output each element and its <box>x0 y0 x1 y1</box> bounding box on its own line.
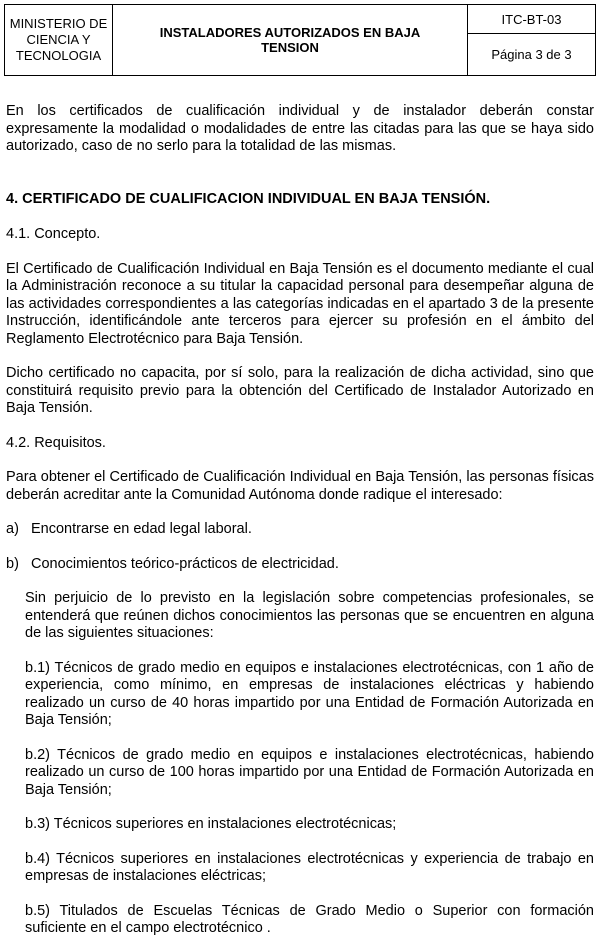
section-4-heading: 4. CERTIFICADO DE CUALIFICACION INDIVIDUAL EN BAJA TENSIÓN. <box>6 190 491 207</box>
list-marker: b) <box>6 555 19 572</box>
item-b-paragraph: Sin perjuicio de lo previsto en la legislación sobre competencias profesionales, se entenderá que reúnen dichos conocimientos las personas que se encuentren en alguna de las siguientes situaciones: <box>25 590 594 641</box>
ministry-name: MINISTERIO DE CIENCIA Y TECNOLOGIA <box>5 5 113 75</box>
item-b3: b.3) Técnicos superiores en instalaciones electrotécnicas; <box>25 816 397 832</box>
list-item-b <box>6 556 594 574</box>
document-header <box>4 4 596 76</box>
document-code: ITC-BT-03 <box>468 5 595 34</box>
intro-paragraph: En los certificados de cualificación individual y de instalador deberán constar expresamente la modalidad o modalidades de entre las citadas para las que se haya sido autorizado, caso de no serlo para la totalidad de las mismas. <box>6 103 594 154</box>
document-title: INSTALADORES AUTORIZADOS EN BAJA TENSION <box>113 5 468 75</box>
page-number: Página 3 de 3 <box>491 47 572 62</box>
section-4-1-heading: 4.1. Concepto. <box>6 226 101 242</box>
requirements-paragraph: Para obtener el Certificado de Cualificación Individual en Baja Tensión, las personas físicas deberán acreditar ante la Comunidad Autónoma donde radique el interesado: <box>6 469 594 503</box>
item-b4: b.4) Técnicos superiores en instalaciones electrotécnicas y experiencia de trabajo en empresas de instalaciones eléctricas; <box>25 850 594 884</box>
item-b-details <box>6 590 594 938</box>
certificate-paragraph: Dicho certificado no capacita, por sí solo, para la realización de dicha actividad, sino que constituirá requisito previo para la obtención del Certificado de Instalador Autorizado en Baja Tensión. <box>6 365 594 416</box>
list-text: Encontrarse en edad legal laboral. <box>31 521 252 537</box>
document-body <box>6 103 594 938</box>
header-meta <box>468 5 595 75</box>
list-marker: a) <box>6 521 19 537</box>
item-b1: b.1) Técnicos de grado medio en equipos e instalaciones electrotécnicas, con 1 año de experiencia, como mínimo, en empresas de instalaciones eléctricas y habiendo realizado un curso de 40 horas impartido por una Entidad de Formación Autorizada en Baja Tensión; <box>25 659 594 728</box>
item-b5: b.5) Titulados de Escuelas Técnicas de Grado Medio o Superior con formación suficiente en el campo electrotécnico . <box>25 902 594 936</box>
concept-paragraph: El Certificado de Cualificación Individual en Baja Tensión es el documento mediante el cual la Administración reconoce a su titular la capacidad personal para desempeñar alguna de las actividades correspondientes a las categorías indicadas en el apartado 3 de la presente Instrucción, identificándole ante terceros para ejercer su profesión en el ámbito del Reglamento Electrotécnico para Baja Tensión. <box>6 260 594 347</box>
list-text: Conocimientos teórico-prácticos de electricidad. <box>31 555 339 572</box>
list-item-a <box>6 521 594 539</box>
section-4-2-heading: 4.2. Requisitos. <box>6 434 106 451</box>
item-b2: b.2) Técnicos de grado medio en equipos e instalaciones electrotécnicas, habiendo realizado un curso de 100 horas impartido por una Entidad de Formación Autorizada en Baja Tensión; <box>25 746 594 798</box>
